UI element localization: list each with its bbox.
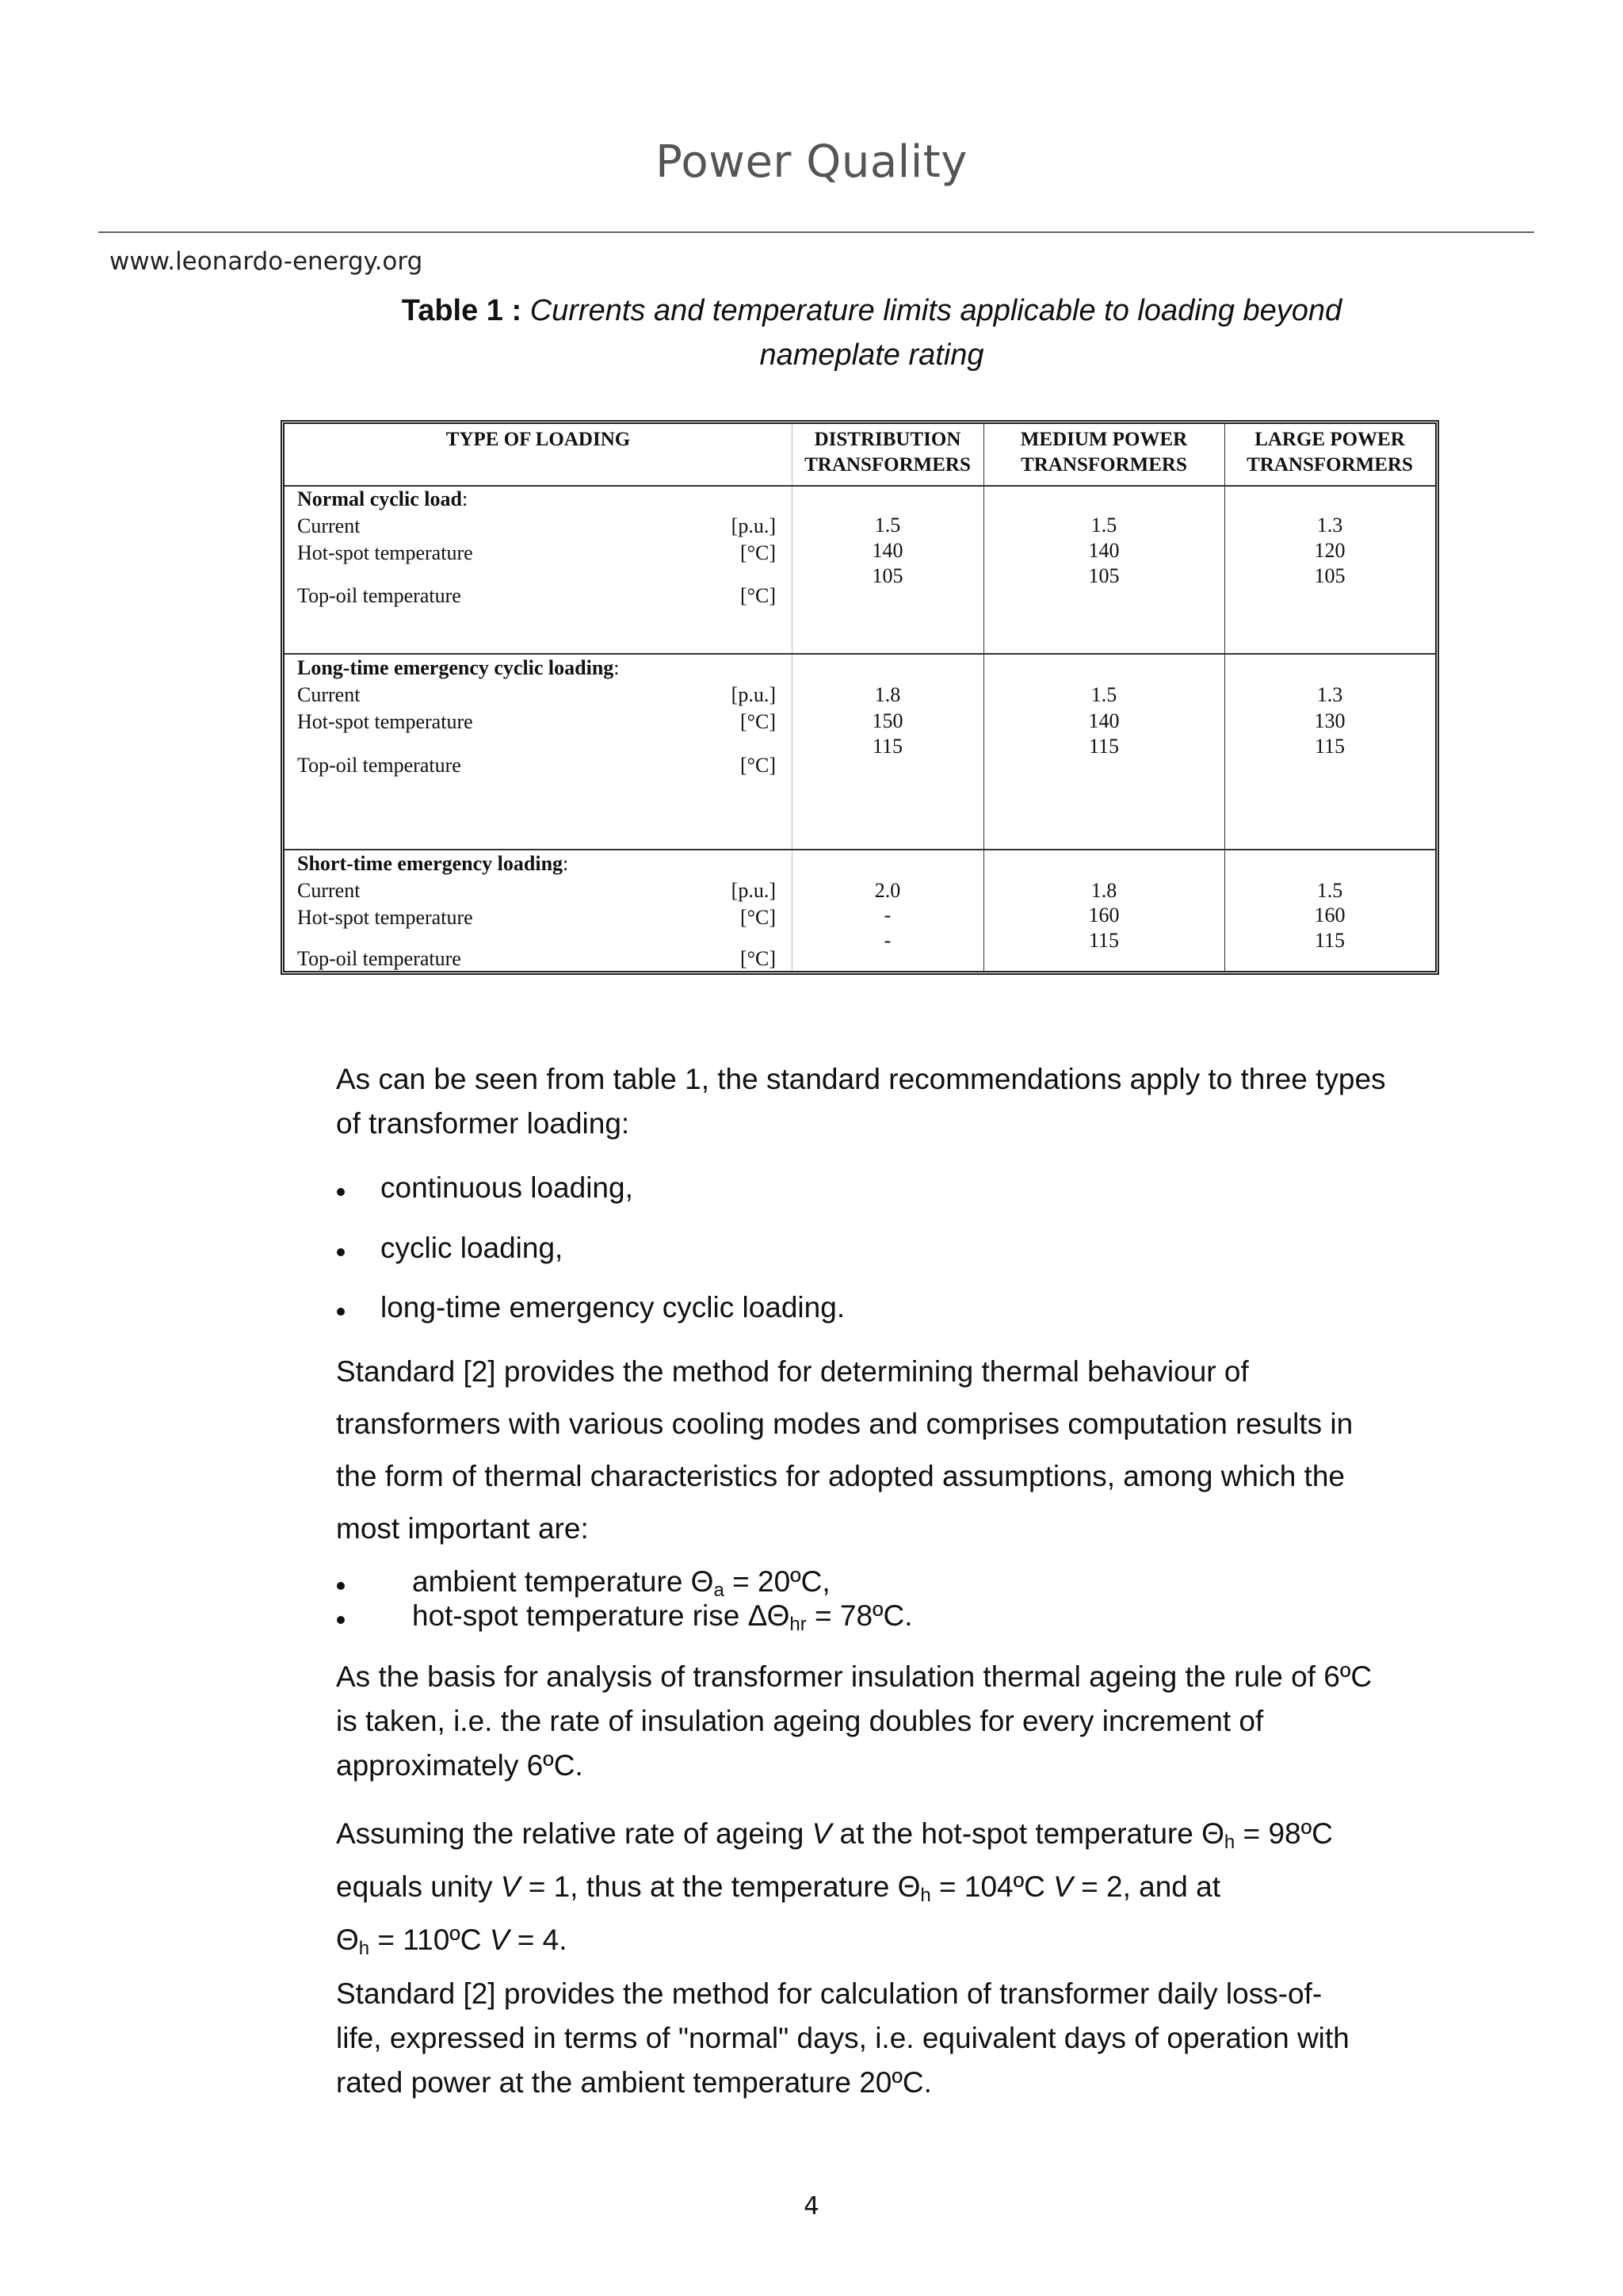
cell-value: 115 bbox=[1088, 735, 1120, 758]
cell-value: 115 bbox=[1088, 929, 1120, 952]
column-header-large bbox=[1224, 427, 1435, 478]
caption-text-1: Currents and temperature limits applicable to loading beyond bbox=[529, 294, 1342, 327]
caption-text-2: nameplate rating bbox=[759, 338, 984, 372]
row-label: Top-oil temperature bbox=[297, 947, 461, 970]
cell-value: 2.0 bbox=[874, 879, 901, 902]
row-unit: [°C] bbox=[739, 947, 776, 970]
row-unit: [°C] bbox=[739, 906, 776, 929]
bullet-dot bbox=[337, 1582, 345, 1590]
row-unit: [°C] bbox=[739, 541, 776, 564]
bullet-item: continuous loading, bbox=[380, 1171, 633, 1204]
bullet-item: long-time emergency cyclic loading. bbox=[380, 1291, 846, 1324]
website-link[interactable]: www.leonardo-energy.org bbox=[109, 247, 423, 276]
text-line: Standard [2] provides the method for calculation of transformer daily loss-of- bbox=[336, 1977, 1323, 2010]
text-line: the form of thermal characteristics for adopted assumptions, among which the bbox=[336, 1460, 1345, 1492]
cell-value: 105 bbox=[872, 564, 903, 587]
header-line: DISTRIBUTION bbox=[814, 429, 961, 450]
cell-value: 1.3 bbox=[1316, 683, 1343, 706]
row-unit: [p.u.] bbox=[731, 879, 776, 902]
col-divider bbox=[1224, 424, 1225, 971]
row-label: Hot-spot temperature bbox=[297, 541, 473, 564]
row-divider bbox=[285, 653, 1435, 655]
row-label: Current bbox=[297, 879, 361, 902]
row-divider bbox=[285, 849, 1435, 850]
cell-value: 160 bbox=[1314, 904, 1346, 926]
header-line: LARGE POWER bbox=[1254, 429, 1405, 450]
cell-value: 160 bbox=[1088, 904, 1120, 926]
bullet-dot bbox=[337, 1616, 345, 1624]
row-label: Current bbox=[297, 683, 361, 706]
row-unit: [°C] bbox=[739, 754, 776, 777]
cell-value: 1.3 bbox=[1316, 514, 1343, 537]
bullet-dot bbox=[337, 1308, 345, 1316]
page-title: Power Quality bbox=[655, 136, 968, 188]
row-label: Top-oil temperature bbox=[297, 584, 461, 607]
text-line: most important are: bbox=[336, 1512, 589, 1545]
row-unit: [°C] bbox=[739, 584, 776, 607]
text-line: Assuming the relative rate of ageing V at the hot-spot temperature $\Theta_h$ = 98ºC bbox=[336, 1817, 1333, 1853]
row-unit: [°C] bbox=[739, 710, 776, 733]
caption-label: Table 1 : bbox=[401, 294, 522, 327]
assuming-paragraph bbox=[336, 1812, 1430, 1971]
text-line: life, expressed in terms of "normal" days, i.e. equivalent days of operation with bbox=[336, 2022, 1350, 2054]
row-label: Hot-spot temperature bbox=[297, 906, 473, 929]
page-number: 4 bbox=[804, 2192, 819, 2221]
header-line: TRANSFORMERS bbox=[804, 454, 971, 476]
column-header-distribution bbox=[792, 427, 983, 478]
bullet-dot bbox=[337, 1248, 345, 1256]
cell-value: 115 bbox=[872, 735, 903, 758]
cell-value: 140 bbox=[1088, 709, 1120, 732]
cell-value: 1.8 bbox=[1090, 879, 1117, 902]
text-line: equals unity V = 1, thus at the temperature $\Theta_h$ = 104ºC V = 2, and at bbox=[336, 1870, 1221, 1906]
cell-value: 1.5 bbox=[874, 514, 901, 537]
cell-value: 105 bbox=[1088, 564, 1120, 587]
text-line: is taken, i.e. the rate of insulation ageing doubles for every increment of bbox=[336, 1705, 1264, 1737]
cell-value: 1.5 bbox=[1090, 514, 1117, 537]
cell-value: 1.8 bbox=[874, 683, 901, 706]
header-line: TYPE OF LOADING bbox=[445, 429, 631, 450]
col-divider bbox=[983, 424, 984, 971]
row-label: Current bbox=[297, 514, 361, 537]
column-header-type bbox=[285, 427, 792, 453]
cell-value: 140 bbox=[872, 539, 903, 562]
cell-value: 120 bbox=[1314, 539, 1346, 562]
basis-paragraph bbox=[336, 1655, 1430, 1788]
text-line: As can be seen from table 1, the standard recommendations apply to three types bbox=[336, 1063, 1386, 1095]
bullet-item: cyclic loading, bbox=[380, 1232, 563, 1264]
text-line: $\Theta_h$ = 110ºC V = 4. bbox=[336, 1924, 567, 1959]
bullet-item: ambient temperature $\Theta_a$ = 20ºC, bbox=[412, 1565, 831, 1601]
group-title: Short-time emergency loading: bbox=[297, 852, 569, 875]
column-header-medium bbox=[983, 427, 1224, 478]
row-label: Top-oil temperature bbox=[297, 754, 461, 777]
cell-value: 130 bbox=[1314, 709, 1346, 732]
standard-paragraph bbox=[336, 1346, 1430, 1555]
intro-paragraph bbox=[336, 1057, 1430, 1146]
bullet-item: hot-spot temperature rise $\Delta\Theta_{hr}$ = 78ºC. bbox=[412, 1599, 913, 1635]
cell-value: 115 bbox=[1314, 735, 1346, 758]
text-line: As the basis for analysis of transformer insulation thermal ageing the rule of 6ºC bbox=[336, 1660, 1373, 1693]
row-unit: [p.u.] bbox=[731, 514, 776, 537]
bullet-dot bbox=[337, 1188, 345, 1196]
header-line: TRANSFORMERS bbox=[1247, 454, 1413, 476]
row-divider bbox=[285, 485, 1435, 487]
cell-value: 150 bbox=[872, 709, 903, 732]
cell-value: 115 bbox=[1314, 929, 1346, 952]
text-line: of transformer loading: bbox=[336, 1107, 630, 1140]
row-unit: [p.u.] bbox=[731, 683, 776, 706]
final-paragraph bbox=[336, 1972, 1430, 2105]
text-line: approximately 6ºC. bbox=[336, 1749, 583, 1782]
header-line: TRANSFORMERS bbox=[1021, 454, 1187, 476]
cell-value: - bbox=[884, 929, 892, 952]
group-title: Normal cyclic load: bbox=[297, 487, 468, 510]
cell-value: - bbox=[884, 904, 892, 926]
loading-limits-table bbox=[281, 420, 1439, 975]
header-divider bbox=[98, 231, 1534, 233]
cell-value: 105 bbox=[1314, 564, 1346, 587]
cell-value: 1.5 bbox=[1090, 683, 1117, 706]
header-line: MEDIUM POWER bbox=[1020, 429, 1188, 450]
text-line: transformers with various cooling modes and comprises computation results in bbox=[336, 1408, 1354, 1440]
cell-value: 140 bbox=[1088, 539, 1120, 562]
text-line: rated power at the ambient temperature 20ºC. bbox=[336, 2066, 932, 2099]
cell-value: 1.5 bbox=[1316, 879, 1343, 902]
text-line: Standard [2] provides the method for determining thermal behaviour of bbox=[336, 1355, 1249, 1388]
row-label: Hot-spot temperature bbox=[297, 710, 473, 733]
table-caption bbox=[349, 288, 1395, 377]
group-title: Long-time emergency cyclic loading: bbox=[297, 656, 620, 679]
